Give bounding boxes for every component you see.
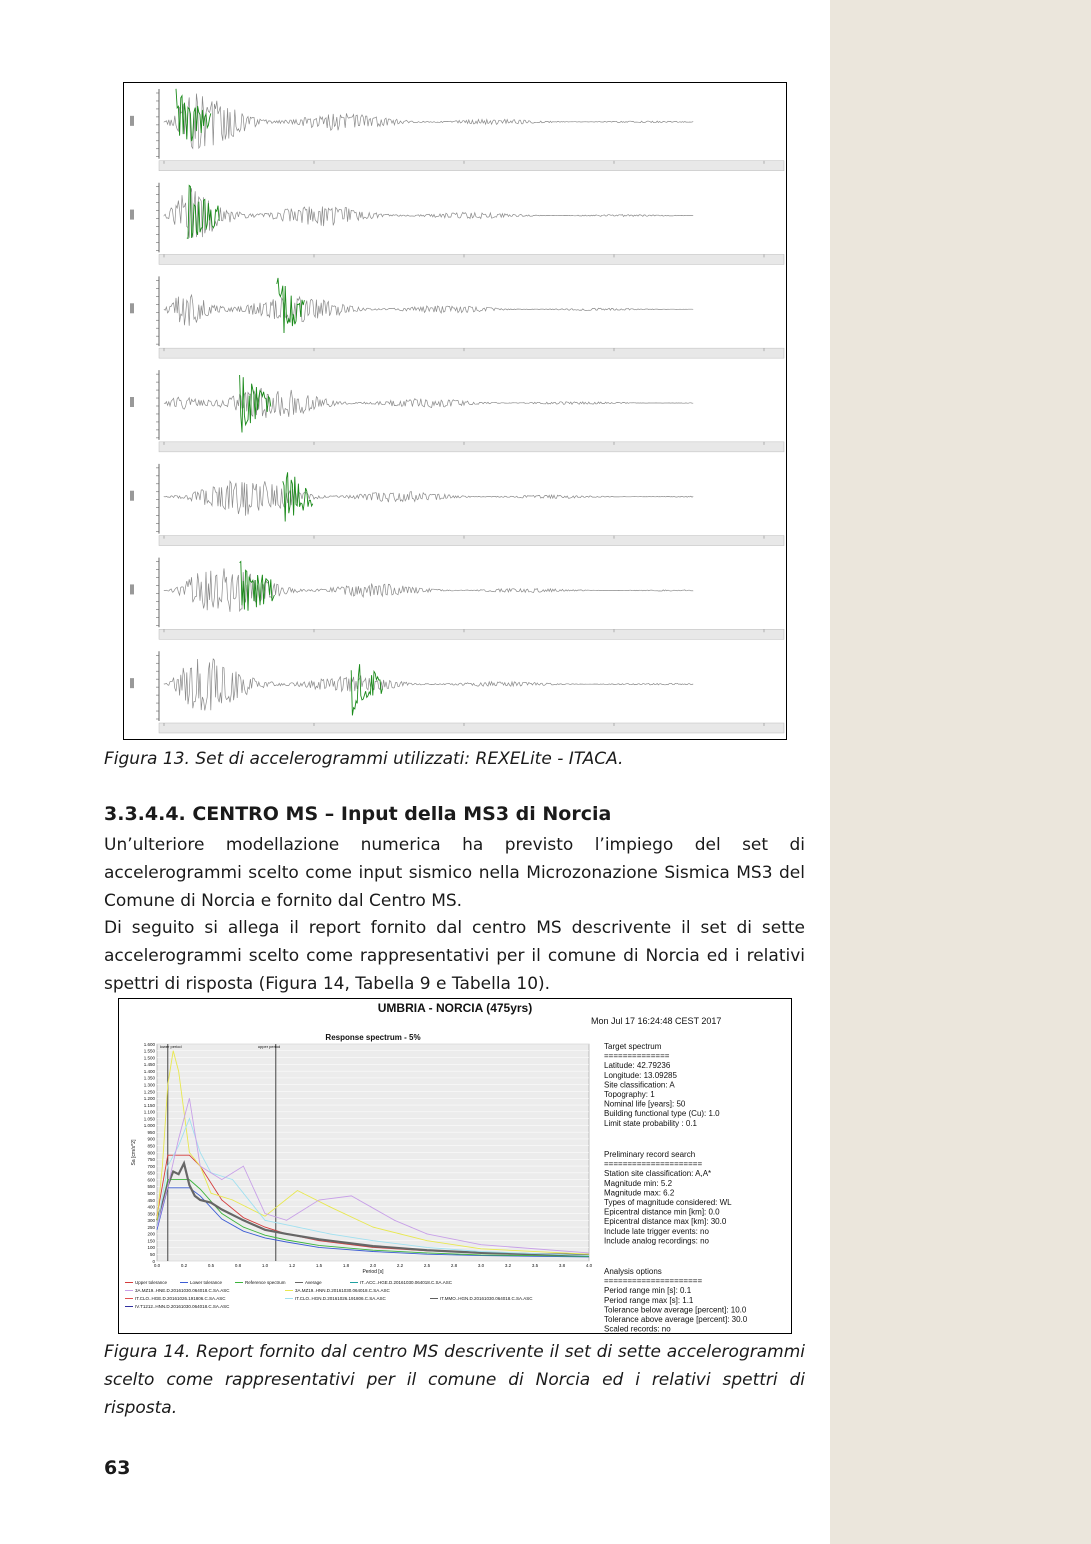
accelerogram-selected-window: [240, 375, 271, 433]
info-line: Latitude: 42.79236: [604, 1061, 671, 1071]
y-tick-label: 800: [147, 1150, 155, 1156]
accelerogram-trace-panel: [130, 558, 784, 640]
y-tick-label: 1.600: [143, 1041, 155, 1047]
y-tick-label: 1.150: [143, 1102, 155, 1108]
accelerogram-trace-panel: [130, 370, 784, 452]
paragraph-2: Di seguito si allega il report fornito dal centro MS descrivente il set di sette accelerogrammi scelto come rappresentativi per il comune di Norcia ed i relativi spettri di risposta (Figura 14, Tabella 9 e Tabella 10).: [104, 918, 805, 994]
info-line: Station site classification: A,A*: [604, 1169, 712, 1179]
chart-title: Response spectrum - 5%: [325, 1033, 421, 1042]
y-tick-label: 1.000: [143, 1123, 155, 1129]
accelerogram-trace-panel: [130, 276, 784, 358]
x-tick-label: 0.2: [180, 1263, 188, 1268]
y-tick-label: 1.450: [143, 1062, 155, 1068]
info-section-heading: Preliminary record search: [604, 1150, 696, 1159]
legend-entry: Average: [305, 1280, 322, 1285]
y-tick-label: 1.200: [143, 1096, 155, 1102]
y-tick-label: 150: [147, 1238, 155, 1244]
accelerogram-trace-panel: [130, 89, 784, 171]
y-tick-label: 100: [147, 1245, 155, 1251]
accelerogram-trace-panel: [130, 464, 784, 546]
x-axis-label: Period [s]: [362, 1269, 384, 1275]
y-tick-label: 400: [147, 1204, 155, 1210]
x-tick-label: 0.0: [153, 1263, 161, 1268]
y-tick-label: 1.250: [143, 1089, 155, 1095]
legend-entry: IT.CLO..HGE.D.20161026.191806.C.SA.ASC: [135, 1296, 226, 1301]
accelerogram-trace-panel: [130, 183, 784, 265]
accelerogram-trace-panel: [130, 651, 784, 733]
info-line: Epicentral distance max [km]: 30.0: [604, 1217, 727, 1227]
accelerogram-figure: [123, 82, 787, 740]
y-tick-label: 950: [147, 1129, 155, 1135]
paragraph-1: Un’ulteriore modellazione numerica ha previsto l’impiego del set di accelerogrammi scelto come input sismico nella Microzonazione Sismica MS3 del Comune di Norcia e fornito dal Centro MS.: [104, 835, 805, 911]
x-tick-label: 3.0: [477, 1263, 485, 1268]
y-tick-label: 1.400: [143, 1068, 155, 1074]
y-tick-label: 1.350: [143, 1075, 155, 1081]
info-section-heading: Target spectrum: [604, 1042, 662, 1051]
x-tick-label: 0.8: [234, 1263, 242, 1268]
y-tick-label: 1.300: [143, 1082, 155, 1088]
info-divider: =====================: [604, 1276, 703, 1286]
legend-entry: Reference spectrum: [245, 1280, 286, 1285]
y-tick-label: 700: [147, 1163, 155, 1169]
accelerogram-trace: [164, 94, 693, 149]
period-annotation: lower period: [159, 1044, 182, 1049]
x-tick-label: 1.5: [315, 1263, 323, 1268]
info-line: Scaled records: no: [604, 1324, 671, 1333]
x-tick-label: 1.0: [261, 1263, 269, 1268]
x-tick-label: 2.5: [423, 1263, 431, 1268]
y-tick-label: 300: [147, 1218, 155, 1224]
figure-14-caption: Figura 14. Report fornito dal centro MS descrivente il set di sette accelerogrammi scelto come rappresentativi per il comune di Norcia ed i relativi spettri di risposta.: [104, 1342, 805, 1418]
info-line: Nominal life [years]: 50: [604, 1099, 686, 1109]
x-tick-label: 3.8: [558, 1263, 566, 1268]
y-tick-label: 900: [147, 1136, 155, 1142]
y-tick-label: 250: [147, 1224, 155, 1230]
info-line: Tolerance above average [percent]: 30.0: [604, 1315, 748, 1324]
x-tick-label: 3.5: [531, 1263, 539, 1268]
y-tick-label: 1.050: [143, 1116, 155, 1122]
x-tick-label: 2.0: [369, 1263, 377, 1268]
y-tick-label: 550: [147, 1184, 155, 1190]
y-tick-label: 650: [147, 1170, 155, 1176]
x-tick-label: 2.8: [450, 1263, 458, 1268]
y-tick-label: 750: [147, 1157, 155, 1163]
x-tick-label: 0.5: [207, 1263, 215, 1268]
info-line: Types of magnitude considered: WL: [604, 1198, 732, 1207]
x-tick-label: 2.2: [396, 1263, 404, 1268]
info-line: Include analog recordings: no: [604, 1236, 709, 1246]
accelerogram-trace: [164, 481, 693, 515]
info-line: Longitude: 13.09285: [604, 1070, 677, 1080]
info-line: Building functional type (Cu): 1.0: [604, 1109, 720, 1119]
accelerogram-selected-window: [240, 562, 275, 611]
legend-entry: 3A.MZ19..HNE.D.20161030.064018.C.SA.ASC: [135, 1288, 230, 1293]
y-tick-label: 50: [149, 1252, 155, 1258]
y-tick-label: 1.550: [143, 1048, 155, 1054]
legend-entry: 3A.MZ19..HNN.D.20161030.064018.C.SA.ASC: [295, 1288, 390, 1293]
legend-entry: IT.MMO..HGN.D.20161030.064018.C.SA.ASC: [440, 1296, 533, 1301]
legend-entry: Lower tolerance: [190, 1280, 223, 1285]
figure-13-caption: Figura 13. Set di accelerogrammi utilizzati: REXELite - ITACA.: [104, 749, 624, 769]
y-tick-label: 200: [147, 1231, 155, 1237]
report-title: UMBRIA - NORCIA (475yrs): [377, 1001, 533, 1015]
info-section-heading: Analysis options: [604, 1267, 662, 1276]
info-line: Limit state probability : 0.1: [604, 1118, 697, 1128]
report-canvas: [119, 999, 791, 1333]
page-number: 63: [104, 1457, 131, 1479]
legend-entry: Upper tolerance: [135, 1280, 168, 1285]
y-tick-label: 350: [147, 1211, 155, 1217]
y-tick-label: 1.100: [143, 1109, 155, 1115]
legend-entry: IT.CLO..HGN.D.20161026.191806.C.SA.ASC: [295, 1296, 386, 1301]
accelerogram-trace: [164, 188, 693, 238]
accelerogram-trace: [164, 659, 693, 711]
legend-entry: IT..ACC..HGE.D.20161030.064018.C.SA.ASC: [360, 1280, 453, 1285]
info-line: Include late trigger events: no: [604, 1226, 709, 1236]
info-line: Epicentral distance min [km]: 0.0: [604, 1207, 720, 1217]
period-annotation: upper period: [257, 1044, 281, 1049]
x-tick-label: 1.8: [342, 1263, 350, 1268]
info-line: Magnitude min: 5.2: [604, 1178, 673, 1188]
x-tick-label: 4.0: [585, 1263, 593, 1268]
x-tick-label: 1.2: [288, 1263, 296, 1268]
section-heading: 3.3.4.4. CENTRO MS – Input della MS3 di Norcia: [104, 803, 612, 825]
y-tick-label: 450: [147, 1197, 155, 1203]
info-divider: =====================: [604, 1159, 703, 1169]
accelerogram-selected-window: [351, 664, 382, 715]
y-axis-label: Sa [cm/s^2]: [131, 1139, 137, 1166]
spectrum-chart: [125, 1033, 593, 1309]
y-tick-label: 500: [147, 1190, 155, 1196]
info-line: Period range max [s]: 1.1: [604, 1295, 694, 1305]
legend-entry: IV.T1212..HNN.D.20161030.064018.C.SA.ASC: [135, 1304, 230, 1309]
info-line: Topography: 1: [604, 1090, 655, 1099]
report-info-panel: [604, 1042, 748, 1333]
x-tick-label: 3.2: [504, 1263, 512, 1268]
response-spectrum-report: [118, 998, 792, 1334]
info-line: Tolerance below average [percent]: 10.0: [604, 1305, 747, 1315]
accelerogram-trace: [164, 295, 693, 326]
info-line: Period range min [s]: 0.1: [604, 1286, 692, 1296]
info-line: Site classification: A: [604, 1080, 675, 1090]
y-tick-label: 600: [147, 1177, 155, 1183]
y-tick-label: 0: [152, 1258, 155, 1264]
report-date: Mon Jul 17 16:24:48 CEST 2017: [591, 1016, 722, 1026]
y-tick-label: 1.500: [143, 1055, 155, 1061]
accelerogram-set-plot: [124, 83, 786, 739]
y-tick-label: 850: [147, 1143, 155, 1149]
page-sidebar-band: [830, 0, 1091, 1544]
info-line: Magnitude max: 6.2: [604, 1188, 675, 1198]
info-divider: ==============: [604, 1051, 670, 1061]
